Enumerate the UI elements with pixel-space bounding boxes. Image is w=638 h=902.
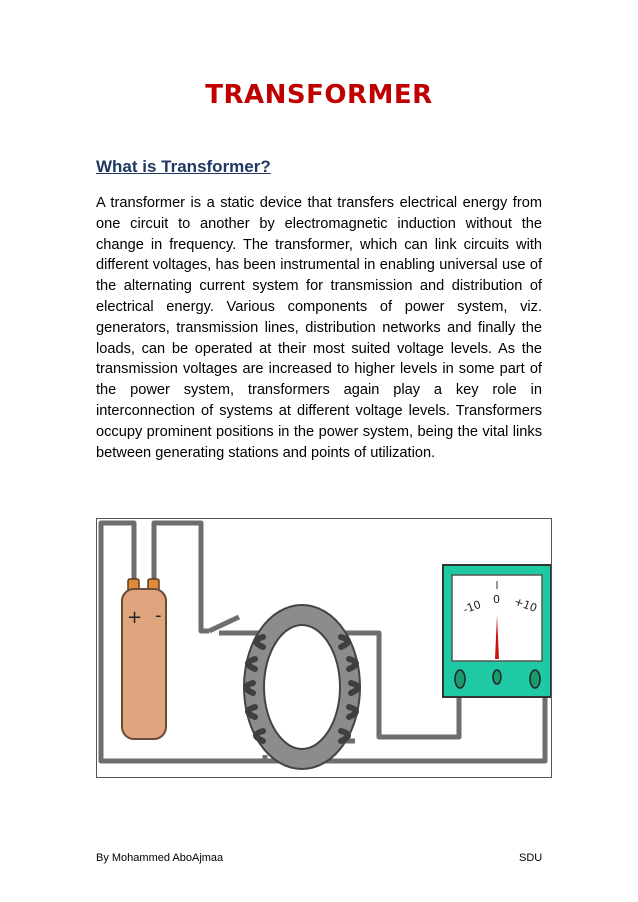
meter-label-zero: 0 [493, 593, 500, 606]
galvanometer [443, 565, 551, 697]
battery-minus-label: - [155, 605, 162, 626]
meter-knob-right [530, 670, 540, 688]
battery [122, 579, 166, 739]
meter-label-minus10: -10 [461, 597, 483, 617]
page-title: TRANSFORMER [205, 80, 433, 110]
circuit-diagram [97, 519, 551, 777]
section-paragraph: A transformer is a static device that transfers electrical energy from one circuit to another by electromagnetic induction without the change in frequency. The transformer, which can link circuits with different voltages, has been instrumental in enabling universal use of the alternating current system for transmission and distribution of electrical energy. Various components of power system, viz. generators, transmission lines, distribution networks and finally the loads, can be operated at their most suited voltage levels. As the transmission voltages are increased to higher levels in some part of the power system, transformers again play a key role in interconnection of systems at different voltage levels. Transformers occupy prominent positions in the power system, being the vital links between generating stations and points of utilization. [96, 195, 542, 461]
transformer-core [254, 615, 350, 759]
footer-org: SDU [519, 852, 543, 864]
battery-plus-label: + [127, 607, 143, 628]
footer-author: By Mohammed AboAjmaa [96, 852, 224, 864]
meter-knob-center [493, 670, 501, 684]
switch-lever [209, 617, 239, 631]
transformer-circuit-figure [96, 518, 552, 778]
section-heading: What is Transformer? [96, 157, 271, 176]
meter-label-plus10: +10 [512, 594, 539, 616]
meter-knob-left [455, 670, 465, 688]
